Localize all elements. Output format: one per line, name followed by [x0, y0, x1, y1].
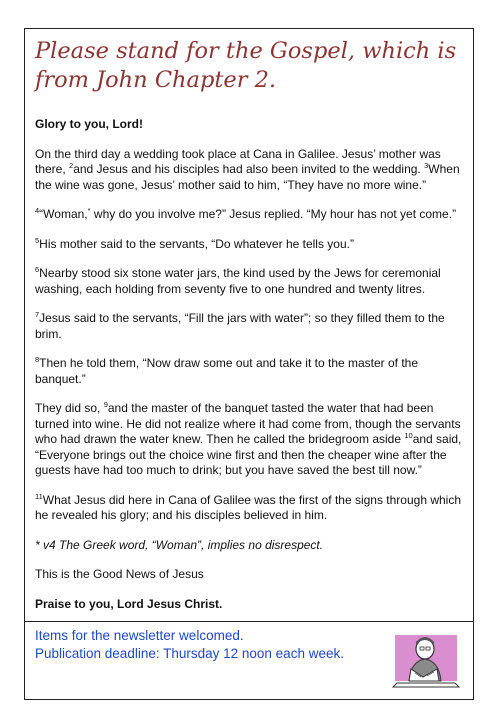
verse-1-text: On the third day a wedding took place at Cana in Galilee. Jesus’ mother was there, — [35, 146, 441, 176]
verse-number: 2 — [69, 161, 74, 170]
verse-number: 6 — [35, 265, 40, 274]
verse-number: 8 — [35, 355, 40, 364]
person-reading-clipart — [387, 629, 465, 689]
verse-4-text-cont: why do you involve me?” Jesus replied. “My hour has not yet come.” — [90, 207, 457, 221]
page-frame — [24, 28, 474, 700]
footer-divider — [25, 621, 473, 622]
verse-number: 11 — [35, 491, 43, 501]
verse-block-11 — [35, 493, 465, 524]
verse-9-lead: They did so, — [35, 401, 104, 415]
verse-block-5 — [35, 237, 465, 253]
verse-8-text: Then he told them, “Now draw some out and take it to the master of the banquet.” — [35, 356, 419, 386]
verse-block-9 — [35, 401, 465, 479]
footnote: * v4 The Greek word, “Woman”, implies no disrespect. — [35, 537, 324, 552]
verse-block-4 — [35, 207, 465, 223]
verse-5-text: His mother said to the servants, “Do whatever he tells you.” — [39, 236, 354, 251]
verse-6-text: Nearby stood six stone water jars, the kind used by the Jews for ceremonial washing, each holding from seventy five to one hundred and twenty litres. — [35, 266, 441, 296]
verse-block-8 — [35, 356, 465, 387]
verse-4-text: “Woman, — [39, 207, 88, 221]
verse-number: 10 — [404, 431, 413, 440]
verse-block-7 — [35, 311, 465, 342]
newsletter-items-line: Items for the newsletter welcomed. — [35, 628, 244, 643]
verse-block-6 — [35, 266, 465, 297]
verse-number: 7 — [35, 310, 40, 319]
verse-number: 3 — [424, 161, 429, 170]
gospel-heading: Please stand for the Gospel, which is from John Chapter 2. — [35, 38, 457, 93]
opening-response: Glory to you, Lord! — [35, 117, 143, 131]
verse-3-text: When the wine was gone, Jesus’ mother said to him, “They have no more wine.” — [35, 162, 460, 192]
verse-block-1 — [35, 147, 465, 194]
publication-deadline-line: Publication deadline: Thursday 12 noon each week. — [35, 646, 344, 661]
footnote-marker: * — [87, 206, 91, 215]
verse-10-text: and said, “Everyone brings out the choice wine first and then the cheaper wine after the guests have had too much to drink; but you have saved the best till now.” — [35, 432, 462, 477]
verse-number: 5 — [35, 235, 40, 245]
desk-icon — [393, 683, 459, 687]
verse-2-text: and Jesus and his disciples had also been invited to the wedding. — [73, 162, 425, 176]
newsletter-notice — [35, 627, 365, 663]
verse-11-text: What Jesus did here in Cana of Galilee was the first of the signs through which he revealed his glory; and his disciples believed in him. — [35, 492, 462, 522]
gospel-reading — [35, 117, 465, 626]
closing-response: Praise to you, Lord Jesus Christ. — [35, 596, 223, 611]
closing-statement: This is the Good News of Jesus — [35, 567, 204, 581]
verse-number: 9 — [103, 400, 108, 409]
verse-number: 4 — [35, 206, 40, 215]
verse-7-text: Jesus said to the servants, “Fill the jars with water”; so they filled them to the brim. — [35, 311, 445, 341]
verse-9-text: and the master of the banquet tasted the water that had been turned into wine. He did not realize where it had come from, though the servants who had drawn the water knew. Then he called the bridegroom aside — [35, 401, 461, 446]
